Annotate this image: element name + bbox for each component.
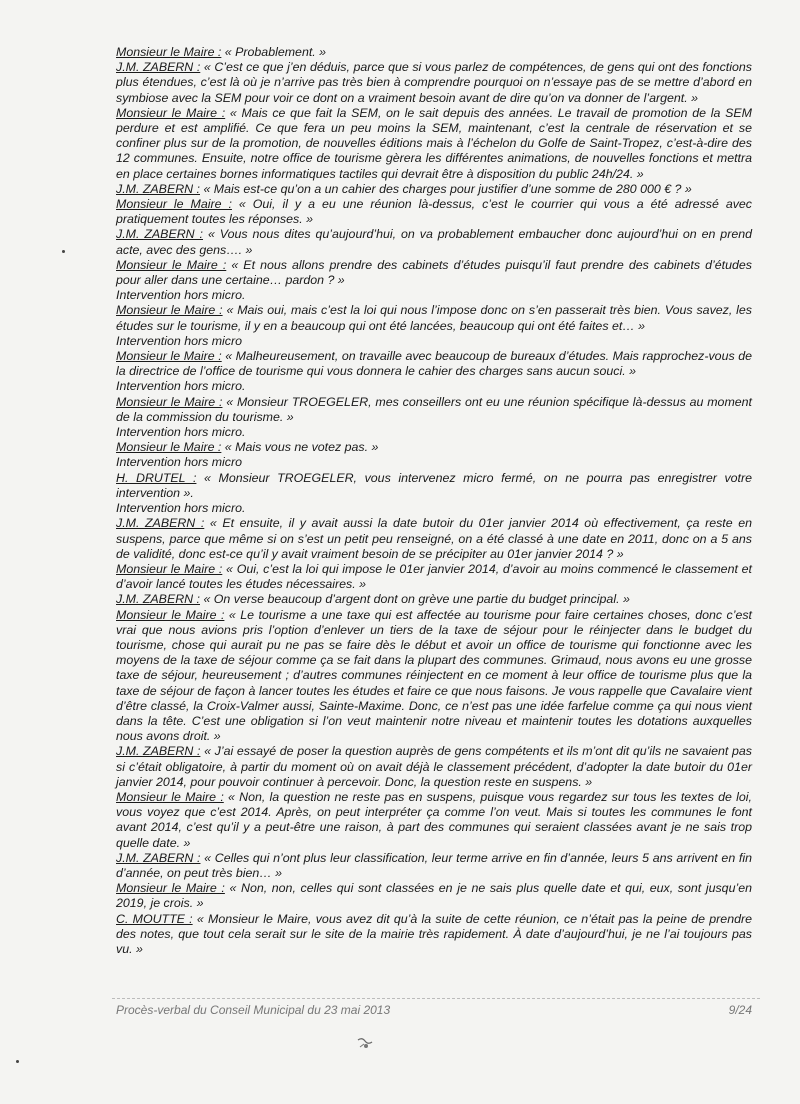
transcript-entry — [116, 395, 752, 425]
speech-text: « Monsieur le Maire, vous avez dit qu’à la suite de cette réunion, ce n’était pas la peine de prendre des notes, que tout cela serait sur le site de la mairie très rapidement. À date d’aujourd’hui, je ne l’ai toujours pas vu. » — [116, 911, 752, 956]
speaker-name: J.M. ZABERN : — [116, 850, 201, 865]
transcript-entry — [116, 501, 752, 516]
transcript-entry — [116, 425, 752, 440]
speaker-name: J.M. ZABERN : — [116, 227, 204, 242]
speech-text: « C’est ce que j’en déduis, parce que si vous parlez de compétences, de gens qui ont des fonctions plus étendues, c’est là où je n’arrive pas très bien à comprendre pourquoi on n’essaye pas de se mettre d’abord en symbiose avec la SEM pour voir ce dont on a vraiment besoin avant de dire qu’on va donner de l’argent. » — [116, 60, 752, 105]
speaker-name: Monsieur le Maire : — [116, 197, 232, 212]
transcript-entry — [116, 851, 752, 881]
speaker-name: Monsieur le Maire : — [116, 440, 222, 455]
speech-text: « Celles qui n’ont plus leur classification, leur terme arrive en fin d’année, leurs 5 ans arrivent en fin d’année, on peut très bien… » — [116, 850, 752, 880]
speaker-name: C. MOUTTE : — [116, 911, 193, 926]
transcript-entry — [116, 334, 752, 349]
speaker-name: Monsieur le Maire : — [116, 561, 223, 576]
transcript-entry — [116, 227, 752, 257]
transcript-entry — [116, 471, 752, 501]
margin-speck — [16, 1060, 19, 1063]
speech-text: « Le tourisme a une taxe qui est affectée au tourisme pour faire certaines choses, donc c’est vrai que nous avions pris l’option d’enlever un tiers de la taxe de séjour pour le réinjecter dans le budget du tourisme, chose qui aurait pu ne pas se faire dès le début et avoir un office de tourisme qui fonctionne avec les moyens de la taxe de séjour comme ça se fait dans la plupart des communes. Grimaud, nous avons eu une grosse taxe de séjour, heureusement ; d’autres communes réinjectent en ce moment à leur office de tourisme plus que la taxe de séjour de façon à lancer toutes les études et faire ce que nous faisons. Je vous rappelle que Cavalaire vient d’être classé, la Croix-Valmer aussi, Sainte-Maxime. Donc, ce n’est pas une idée farfelue comme ça qui nous vient dans la tête. C’est une obligation si l’on veut maintenir notre niveau et maintenir toutes les dotations auxquelles nous avons droit. » — [116, 607, 752, 744]
transcript-entry — [116, 744, 752, 790]
transcript-entry — [116, 197, 752, 227]
transcript-entry — [116, 881, 752, 911]
speech-text: « Non, non, celles qui sont classées en je ne sais plus quelle date et qui, eux, sont jusqu’en 2019, je crois. » — [116, 881, 752, 911]
transcript-entry — [116, 106, 752, 182]
speech-text: « Monsieur TROEGELER, mes conseillers ont eu une réunion spécifique là-dessus au moment de la commission du tourisme. » — [116, 394, 752, 424]
speaker-name: Monsieur le Maire : — [116, 394, 223, 409]
speaker-name: Monsieur le Maire : — [116, 607, 225, 622]
transcript-body — [116, 45, 752, 957]
transcript-entry — [116, 182, 752, 197]
speaker-name: Monsieur le Maire : — [116, 349, 222, 364]
speaker-name: J.M. ZABERN : — [116, 60, 201, 75]
speaker-name: Monsieur le Maire : — [116, 257, 227, 272]
transcript-entry — [116, 60, 752, 106]
speech-text: « Et nous allons prendre des cabinets d’études puisqu’il faut prendre des cabinets d’études pour aller dans une certaine… pardon ? » — [116, 257, 752, 288]
scribble-mark-icon — [356, 1036, 374, 1050]
speech-text: Intervention hors micro. — [116, 288, 246, 303]
speech-text: Intervention hors micro. — [116, 379, 246, 394]
transcript-entry — [116, 379, 752, 394]
speech-text: Intervention hors micro. — [116, 425, 246, 440]
speech-text: Intervention hors micro. — [116, 501, 246, 516]
transcript-entry — [116, 440, 752, 455]
speech-text: « Non, la question ne reste pas en suspens, puisque vous regardez sur tous les textes de loi, vous voyez que c’est 2014. Après, on peut interpréter ça comme l’on veut. Mais si toutes les communes le font avant 2014, c’est qu’il y a peut-être une raison, à part des communes qui seraient classées avant je ne sais trop quelle date. » — [116, 789, 752, 850]
speaker-name: J.M. ZABERN : — [116, 592, 200, 607]
footer-divider — [112, 998, 760, 999]
speech-text: « Monsieur TROEGELER, vous intervenez micro fermé, on ne pourra pas enregistrer votre intervention ». — [116, 470, 752, 500]
speaker-name: Monsieur le Maire : — [116, 303, 223, 318]
speech-text: « Mais est-ce qu’on a un cahier des charges pour justifier d’une somme de 280 000 € ? » — [200, 181, 692, 196]
transcript-entry — [116, 562, 752, 592]
footer-title: Procès-verbal du Conseil Municipal du 23 mai 2013 — [116, 1003, 391, 1017]
speech-text: « Vous nous dites qu’aujourd’hui, on va probablement embaucher donc aujourd’hui on en prend acte, avec des gens…. » — [116, 227, 752, 257]
speaker-name: J.M. ZABERN : — [116, 744, 201, 759]
page-number: 9/24 — [728, 1003, 752, 1017]
transcript-entry — [116, 349, 752, 379]
speech-text: Intervention hors micro — [116, 333, 243, 348]
transcript-entry — [116, 303, 752, 333]
transcript-entry — [116, 516, 752, 562]
speech-text: « Oui, il y a eu une réunion là-dessus, c’est le courrier qui vous a été adressé avec pratiquement toutes les réponses. » — [116, 197, 752, 227]
transcript-entry — [116, 790, 752, 851]
transcript-entry — [116, 258, 752, 288]
speaker-name: H. DRUTEL : — [116, 470, 197, 485]
transcript-entry — [116, 455, 752, 470]
speaker-name: Monsieur le Maire : — [116, 881, 225, 896]
speech-text: « Mais oui, mais c’est la loi qui nous l’impose donc on s’en passerait très bien. Vous savez, les études sur le tourisme, il y en a beaucoup qui ont été lancées, beaucoup qui ont été faites et… » — [116, 303, 752, 333]
speaker-name: J.M. ZABERN : — [116, 516, 205, 531]
speaker-name: Monsieur le Maire : — [116, 105, 226, 120]
speech-text: « Oui, c’est la loi qui impose le 01er janvier 2014, d’avoir au moins commencé le classement et d’avoir lancé toutes les études nécessaires. » — [116, 561, 752, 592]
speaker-name: Monsieur le Maire : — [116, 789, 224, 804]
speech-text: « On verse beaucoup d’argent dont on grève une partie du budget principal. » — [200, 592, 630, 607]
speech-text: « Mais ce que fait la SEM, on le sait depuis des années. Le travail de promotion de la SEM perdure et est amplifié. Ce que fera un peu moins la SEM, maintenant, c’est la centrale de réservation et se confiner plus sur de la promotion, de nouvelles éditions mais à l’échelon du Golfe de Saint-Tropez, c’est-à-dire des 12 communes. Ensuite, notre office de tourisme gèrera les différentes animations, de nouvelles fonctions et mettra en place certaines bornes informatiques tactiles qui devrait être à disposition du public 24h/24. » — [116, 105, 752, 181]
speech-text: « Mais vous ne votez pas. » — [221, 440, 379, 455]
transcript-entry — [116, 288, 752, 303]
speech-text: « Probablement. » — [221, 45, 327, 59]
speaker-name: J.M. ZABERN : — [116, 181, 200, 196]
speech-text: « Malheureusement, on travaille avec beaucoup de bureaux d’études. Mais rapprochez-vous de la directrice de l’office de tourisme qui vous donnera le cahier des charges sans aucun souci. » — [116, 349, 752, 379]
speech-text: Intervention hors micro — [116, 455, 243, 470]
speaker-name: Monsieur le Maire : — [116, 45, 222, 59]
transcript-entry — [116, 912, 752, 958]
speech-text: « J’ai essayé de poser la question auprès de gens compétents et ils m’ont dit qu’ils ne savaient pas si c’était obligatoire, à partir du moment où on avait déjà le classement précédent, d’adopter la date butoir du 01er janvier 2014, pour pouvoir continuer à percevoir. Donc, la question reste en suspens. » — [116, 744, 752, 789]
margin-speck — [62, 250, 65, 253]
transcript-entry — [116, 608, 752, 745]
transcript-entry — [116, 45, 752, 60]
transcript-entry — [116, 592, 752, 607]
speech-text: « Et ensuite, il y avait aussi la date butoir du 01er janvier 2014 où effectivement, ça reste en suspens, parce que même si on s’est un petit peu renseigné, on a été classé à une date en 2011, donc on a 5 ans de validité, donc est-ce qu’il y avait vraiment besoin de se précipiter au 01er janvier 2014 ? » — [116, 516, 752, 561]
